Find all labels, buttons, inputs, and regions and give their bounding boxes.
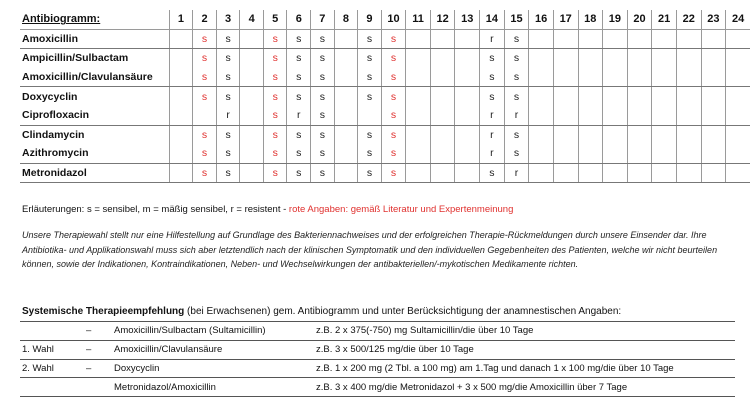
antibiogram-table [20,10,750,183]
sensitivity-cell [627,49,652,68]
sensitivity-cell [578,106,603,125]
sensitivity-cell: s [287,29,311,49]
therapy-row [20,322,735,341]
sensitivity-cell: s [263,144,287,163]
therapy-heading-rest: (bei Erwachsenen) gem. Antibiogramm und unter Berücksichtigung der anamnestischen Angaben: [184,306,622,317]
sensitivity-cell: s [504,29,529,49]
sensitivity-cell [334,163,358,183]
sensitivity-cell [430,68,455,87]
therapy-row [20,340,735,359]
sensitivity-cell [553,29,578,49]
sensitivity-cell: s [358,163,382,183]
sensitivity-cell: s [193,49,217,68]
sensitivity-cell [578,87,603,106]
sensitivity-cell [529,29,554,49]
therapy-drug: Doxycyclin [114,362,160,374]
therapy-dose: z.B. 1 x 200 mg (2 Tbl. a 100 mg) am 1.Tag und danach 1 x 100 mg/die über 10 Tage [316,362,674,374]
sensitivity-cell [334,106,358,125]
sensitivity-cell [169,49,193,68]
sensitivity-cell: s [381,68,406,87]
sensitivity-cell [726,163,750,183]
therapy-dose: z.B. 3 x 400 mg/die Metronidazol + 3 x 500 mg/die Amoxicillin über 7 Tage [316,381,628,393]
sensitivity-cell [603,144,628,163]
sensitivity-cell: s [358,87,382,106]
sensitivity-cell [430,87,455,106]
sensitivity-cell [455,106,480,125]
sensitivity-cell [553,144,578,163]
antibiotic-name: Ciprofloxacin [20,106,169,125]
sensitivity-cell [430,106,455,125]
sensitivity-cell [627,87,652,106]
sensitivity-cell: s [216,87,240,106]
sensitivity-cell [676,49,701,68]
sensitivity-cell [406,68,431,87]
sensitivity-cell: s [193,125,217,144]
sensitivity-cell: s [480,87,505,106]
therapy-dash [84,378,112,397]
sensitivity-cell [578,163,603,183]
antibiogram-row [20,87,750,106]
sensitivity-cell [240,144,264,163]
sensitivity-cell [726,144,750,163]
sensitivity-cell: r [480,106,505,125]
sensitivity-cell [726,29,750,49]
sensitivity-cell [553,125,578,144]
column-header: 11 [406,10,431,29]
sensitivity-cell: s [263,125,287,144]
sensitivity-cell [701,68,726,87]
antibiogram-row [20,29,750,49]
sensitivity-cell: s [216,49,240,68]
sensitivity-cell [406,87,431,106]
sensitivity-cell [652,49,677,68]
sensitivity-cell [193,106,217,125]
sensitivity-cell: s [287,49,311,68]
disclaimer-note: Unsere Therapiewahl stellt nur eine Hilfestellung auf Grundlage des Bakteriennachweises und der erfolgreichen Therapie-Rückmeldungen durch unsere Einsender dar. Ihre Antibiotika- und Applikationswahl muss sich aber letztendlich nach der klinischen Symptomatik und den individuellen Gegebenheiten des Patienten, welche wir nicht beurteilen können, sowie der Indikationen, Kontraindikationen, Neben- und Wechselwirkungen der antibakteriellen/-mykotischen Medikamente richten. [22,230,718,269]
sensitivity-cell [603,163,628,183]
sensitivity-cell [726,68,750,87]
sensitivity-cell: s [287,144,311,163]
sensitivity-cell: r [216,106,240,125]
sensitivity-cell [169,68,193,87]
sensitivity-cell [726,106,750,125]
antibiogram-row [20,106,750,125]
sensitivity-cell [529,68,554,87]
column-header: 19 [603,10,628,29]
sensitivity-cell: s [311,49,335,68]
sensitivity-cell: s [263,68,287,87]
sensitivity-cell: s [216,144,240,163]
sensitivity-cell [240,163,264,183]
column-header: 14 [480,10,505,29]
column-header: 20 [627,10,652,29]
sensitivity-cell: s [504,87,529,106]
legend-red-text: rote Angaben: gemäß Literatur und Expertenmeinung [288,204,514,215]
antibiogram-row [20,125,750,144]
therapy-choice: 1. Wahl [22,344,54,356]
sensitivity-cell [529,125,554,144]
column-header: 23 [701,10,726,29]
antibiogram-row [20,163,750,183]
sensitivity-cell: s [311,68,335,87]
sensitivity-cell: s [311,29,335,49]
column-header: 7 [311,10,335,29]
sensitivity-cell [627,68,652,87]
therapy-choice [20,322,84,341]
sensitivity-cell: s [311,144,335,163]
therapy-dash: – [86,362,92,374]
column-header: 5 [263,10,287,29]
sensitivity-cell [652,163,677,183]
sensitivity-cell: s [216,68,240,87]
sensitivity-cell: s [263,87,287,106]
sensitivity-cell [701,87,726,106]
sensitivity-cell [240,29,264,49]
therapy-heading-bold: Systemische Therapieempfehlung [22,306,185,317]
sensitivity-cell [701,125,726,144]
antibiogram-row [20,144,750,163]
therapy-dose: z.B. 2 x 375(-750) mg Sultamicillin/die über 10 Tage [316,325,534,337]
antibiotic-name: Clindamycin [20,125,169,144]
column-header: 4 [240,10,264,29]
sensitivity-cell [529,87,554,106]
sensitivity-cell [430,29,455,49]
sensitivity-cell [627,144,652,163]
column-header: 9 [358,10,382,29]
sensitivity-cell: s [193,68,217,87]
sensitivity-cell: r [480,29,505,49]
sensitivity-cell [676,87,701,106]
sensitivity-cell [603,106,628,125]
sensitivity-cell [627,163,652,183]
therapy-choice [20,378,84,397]
sensitivity-cell [701,106,726,125]
therapy-row [20,378,735,397]
sensitivity-cell [553,49,578,68]
sensitivity-cell [334,29,358,49]
sensitivity-cell: s [216,125,240,144]
sensitivity-cell: s [311,87,335,106]
sensitivity-cell: s [358,68,382,87]
sensitivity-cell: s [287,163,311,183]
column-header: 18 [578,10,603,29]
therapy-row [20,359,735,378]
sensitivity-cell [578,68,603,87]
antibiotic-name: Amoxicillin [20,29,169,49]
therapy-drug: Metronidazol/Amoxicillin [114,381,216,393]
sensitivity-cell: r [504,106,529,125]
sensitivity-cell: s [504,68,529,87]
sensitivity-cell [627,125,652,144]
sensitivity-cell: s [358,29,382,49]
sensitivity-cell: s [381,106,406,125]
sensitivity-cell [676,163,701,183]
sensitivity-cell [578,29,603,49]
sensitivity-cell [455,29,480,49]
sensitivity-cell [455,87,480,106]
sensitivity-cell [652,106,677,125]
sensitivity-cell: s [193,29,217,49]
sensitivity-cell [578,144,603,163]
sensitivity-cell [529,144,554,163]
sensitivity-cell [701,29,726,49]
sensitivity-cell [240,49,264,68]
therapy-dash: – [86,344,92,356]
therapy-drug: Amoxicillin/Clavulansäure [114,344,223,356]
sensitivity-cell: s [311,125,335,144]
column-header: 24 [726,10,750,29]
sensitivity-cell [603,87,628,106]
sensitivity-cell: r [504,163,529,183]
sensitivity-cell: s [216,163,240,183]
therapy-drug: Amoxicillin/Sulbactam (Sultamicillin) [114,325,266,337]
sensitivity-cell [627,106,652,125]
sensitivity-cell: s [263,106,287,125]
sensitivity-cell [553,106,578,125]
column-header: 10 [381,10,406,29]
sensitivity-cell: s [504,144,529,163]
sensitivity-cell [169,125,193,144]
sensitivity-cell: s [504,49,529,68]
sensitivity-cell [603,125,628,144]
sensitivity-cell: s [381,29,406,49]
sensitivity-cell [430,163,455,183]
sensitivity-cell [240,106,264,125]
antibiotic-name: Ampicillin/Sulbactam [20,49,169,68]
sensitivity-cell: s [263,49,287,68]
sensitivity-cell: s [381,49,406,68]
sensitivity-cell [676,125,701,144]
sensitivity-cell [334,144,358,163]
sensitivity-cell [169,106,193,125]
sensitivity-cell [652,87,677,106]
column-header: 21 [652,10,677,29]
sensitivity-cell [169,144,193,163]
therapy-dash: – [86,325,92,337]
sensitivity-cell: s [381,163,406,183]
sensitivity-cell: s [358,144,382,163]
sensitivity-cell [726,125,750,144]
sensitivity-cell [334,87,358,106]
antibiotic-name: Azithromycin [20,144,169,163]
sensitivity-cell [240,125,264,144]
sensitivity-cell: s [287,68,311,87]
sensitivity-cell: s [263,29,287,49]
antibiogram-row [20,49,750,68]
sensitivity-cell [652,144,677,163]
sensitivity-cell: s [480,163,505,183]
therapy-table [20,321,735,397]
sensitivity-cell: s [193,144,217,163]
sensitivity-cell: s [193,163,217,183]
column-header: 3 [216,10,240,29]
sensitivity-cell: s [358,49,382,68]
sensitivity-cell [169,87,193,106]
sensitivity-cell [603,68,628,87]
sensitivity-cell [406,163,431,183]
column-header: 16 [529,10,554,29]
sensitivity-cell [240,87,264,106]
therapy-dose: z.B. 3 x 500/125 mg/die über 10 Tage [316,344,474,356]
column-header: 13 [455,10,480,29]
sensitivity-cell: s [311,163,335,183]
therapy-choice: 2. Wahl [22,362,54,374]
sensitivity-cell [529,49,554,68]
legend-text: Erläuterungen: s = sensibel, m = mäßig sensibel, r = resistent - [22,204,287,215]
sensitivity-cell [676,106,701,125]
sensitivity-cell [406,125,431,144]
sensitivity-cell: s [480,68,505,87]
sensitivity-cell [169,29,193,49]
sensitivity-cell [430,49,455,68]
antibiogram-header-row [20,10,750,29]
sensitivity-cell: s [263,163,287,183]
sensitivity-cell [334,125,358,144]
column-header: 15 [504,10,529,29]
sensitivity-cell [334,49,358,68]
sensitivity-cell: s [358,125,382,144]
sensitivity-cell [334,68,358,87]
sensitivity-cell [406,29,431,49]
sensitivity-cell: s [311,106,335,125]
antibiotic-name: Amoxicillin/Clavulansäure [20,68,169,87]
sensitivity-cell [652,125,677,144]
sensitivity-cell [455,49,480,68]
sensitivity-cell [603,49,628,68]
column-header: 12 [430,10,455,29]
sensitivity-cell [455,163,480,183]
sensitivity-cell [455,125,480,144]
column-header: 2 [193,10,217,29]
antibiotic-name: Metronidazol [20,163,169,183]
antibiogram-title: Antibiogramm: [20,10,169,29]
sensitivity-cell [529,106,554,125]
sensitivity-cell: r [287,106,311,125]
therapy-heading [22,306,742,317]
sensitivity-cell [529,163,554,183]
sensitivity-cell [603,29,628,49]
sensitivity-cell: s [287,125,311,144]
sensitivity-cell [652,29,677,49]
sensitivity-cell [701,163,726,183]
sensitivity-cell [578,125,603,144]
sensitivity-cell: s [480,49,505,68]
sensitivity-cell: s [193,87,217,106]
sensitivity-cell [701,144,726,163]
sensitivity-cell [652,68,677,87]
sensitivity-cell [169,163,193,183]
antibiotic-name: Doxycyclin [20,87,169,106]
sensitivity-cell: s [504,125,529,144]
sensitivity-cell [406,144,431,163]
column-header: 8 [334,10,358,29]
sensitivity-cell [455,68,480,87]
column-header: 6 [287,10,311,29]
sensitivity-cell [455,144,480,163]
sensitivity-cell: s [287,87,311,106]
sensitivity-cell [406,106,431,125]
column-header: 17 [553,10,578,29]
column-header: 22 [676,10,701,29]
sensitivity-cell [406,49,431,68]
sensitivity-cell [676,68,701,87]
sensitivity-cell: s [381,125,406,144]
sensitivity-cell: s [381,144,406,163]
sensitivity-cell [726,87,750,106]
sensitivity-cell [701,49,726,68]
legend [22,204,742,215]
sensitivity-cell [553,163,578,183]
sensitivity-cell [358,106,382,125]
sensitivity-cell [627,29,652,49]
sensitivity-cell [430,144,455,163]
sensitivity-cell: r [480,144,505,163]
sensitivity-cell: r [480,125,505,144]
sensitivity-cell: s [216,29,240,49]
sensitivity-cell [676,29,701,49]
sensitivity-cell [553,87,578,106]
sensitivity-cell: s [381,87,406,106]
antibiogram-row [20,68,750,87]
sensitivity-cell [430,125,455,144]
sensitivity-cell [240,68,264,87]
sensitivity-cell [553,68,578,87]
sensitivity-cell [726,49,750,68]
sensitivity-cell [676,144,701,163]
sensitivity-cell [578,49,603,68]
column-header: 1 [169,10,193,29]
